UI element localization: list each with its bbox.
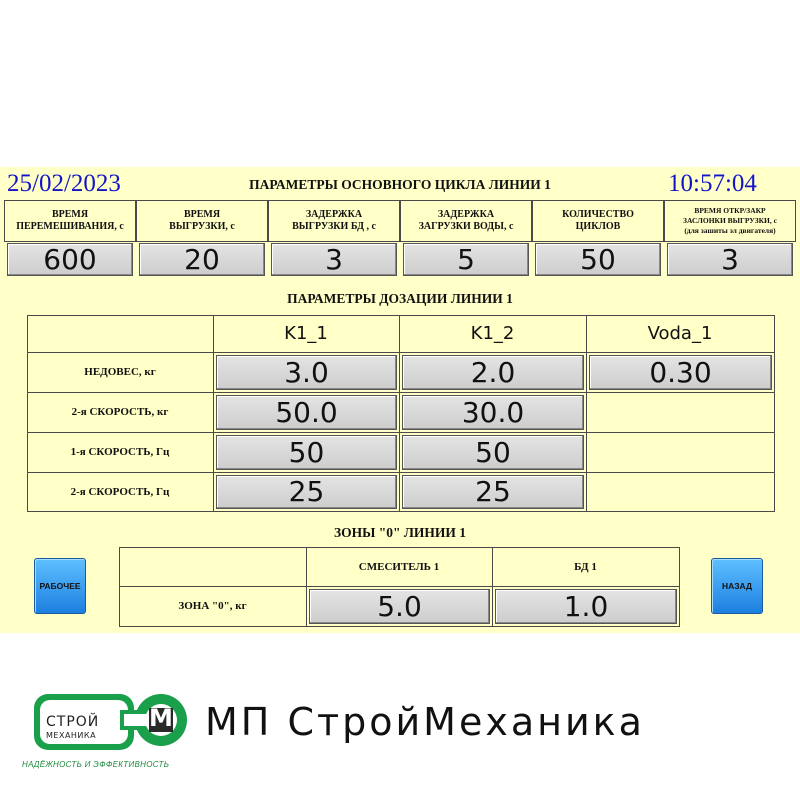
dosing-value-field[interactable]: 25 [216,475,397,509]
cycle-header-line: (для зашиты эл двигателя) [684,226,776,235]
back-button[interactable]: НАЗАД [711,558,763,614]
dosing-value-field[interactable]: 30.0 [402,395,584,430]
cycle-header-line: ВРЕМЯ [183,209,221,220]
zones-column-header: СМЕСИТЕЛЬ 1 [358,560,440,573]
company-logo [28,680,188,760]
cycle-header-label [664,200,796,242]
cycle-value-field[interactable]: 3 [271,243,397,276]
cycle-value-field[interactable]: 20 [139,243,265,276]
cycle-header-line: ВЫГРУЗКИ БД , с [292,221,376,232]
cycle-header-line: ВРЕМЯ ОТКР/ЗАКР [694,206,766,215]
cycle-value-field[interactable]: 5 [403,243,529,276]
cycle-header-line: ВЫГРУЗКИ, с [169,221,235,232]
page-title: ПАРАМЕТРЫ ОСНОВНОГО ЦИКЛА ЛИНИИ 1 [249,177,551,192]
dosing-value-field[interactable]: 50.0 [216,395,397,430]
cycle-header-line: ЗАДЕРЖКА [437,209,495,220]
cycle-header-label [532,200,664,242]
dosing-value-field[interactable]: 50 [402,435,584,470]
zones-column-header: БД 1 [574,560,597,573]
dosing-grid-cell [586,392,775,433]
dosing-row-label: 1-я СКОРОСТЬ, Гц [70,446,170,458]
cycle-header-label [136,200,268,242]
logo-letter: М [149,704,173,732]
zones-title: ЗОНЫ "0" ЛИНИИ 1 [333,525,467,540]
cycle-header-line: ЗАСЛОНКИ ВЫГРУЗКИ, с [683,216,777,225]
dosing-grid-cell [27,315,214,353]
cycle-header-line: ЗАГРУЗКИ ВОДЫ, с [418,221,514,232]
dosing-column-header: Voda_1 [647,323,713,344]
zones-value-field[interactable]: 5.0 [309,589,490,624]
dosing-value-field[interactable]: 3.0 [216,355,397,390]
dosing-title: ПАРАМЕТРЫ ДОЗАЦИИ ЛИНИИ 1 [287,291,513,306]
dosing-value-field[interactable]: 0.30 [589,355,772,390]
cycle-header-label [400,200,532,242]
logo-text-2: МЕХАНИКА [46,731,97,740]
cycle-value-field[interactable]: 50 [535,243,661,276]
dosing-value-field[interactable]: 50 [216,435,397,470]
cycle-header-line: КОЛИЧЕСТВО [562,209,634,220]
dosing-grid-cell [586,432,775,473]
logo-text-1: СТРОЙ [46,714,100,730]
cycle-value-field[interactable]: 3 [667,243,793,276]
dosing-value-field[interactable]: 25 [402,475,584,509]
brand-name: МП СтройМеханика [205,700,645,744]
cycle-header-line: ЦИКЛОВ [575,221,621,232]
zones-grid-cell [119,547,307,587]
time-display: 10:57:04 [668,170,757,197]
dosing-row-label: НЕДОВЕС, кг [84,366,156,378]
cycle-header-label [268,200,400,242]
dosing-row-label: 2-я СКОРОСТЬ, Гц [70,485,170,498]
cycle-header-label [4,200,136,242]
cycle-header-line: ЗАДЕРЖКА [305,209,363,220]
dosing-row-label: 2-я СКОРОСТЬ, кг [71,406,169,418]
dosing-column-header: K1_1 [284,323,328,344]
dosing-column-header: K1_2 [470,323,515,344]
zones-row-label: ЗОНА "0", кг [178,600,247,612]
zones-value-field[interactable]: 1.0 [495,589,677,624]
cycle-header-line: ПЕРЕМЕШИВАНИЯ, с [16,221,124,232]
cycle-header-line: ВРЕМЯ [51,209,89,220]
cycle-value-field[interactable]: 600 [7,243,133,276]
brand-tagline: НАДЁЖНОСТЬ И ЭФФЕКТИВНОСТЬ [22,760,170,769]
date-display: 25/02/2023 [7,170,121,197]
dosing-grid-cell [586,472,775,512]
dosing-value-field[interactable]: 2.0 [402,355,584,390]
working-screen-button[interactable]: РАБОЧЕЕ [34,558,86,614]
